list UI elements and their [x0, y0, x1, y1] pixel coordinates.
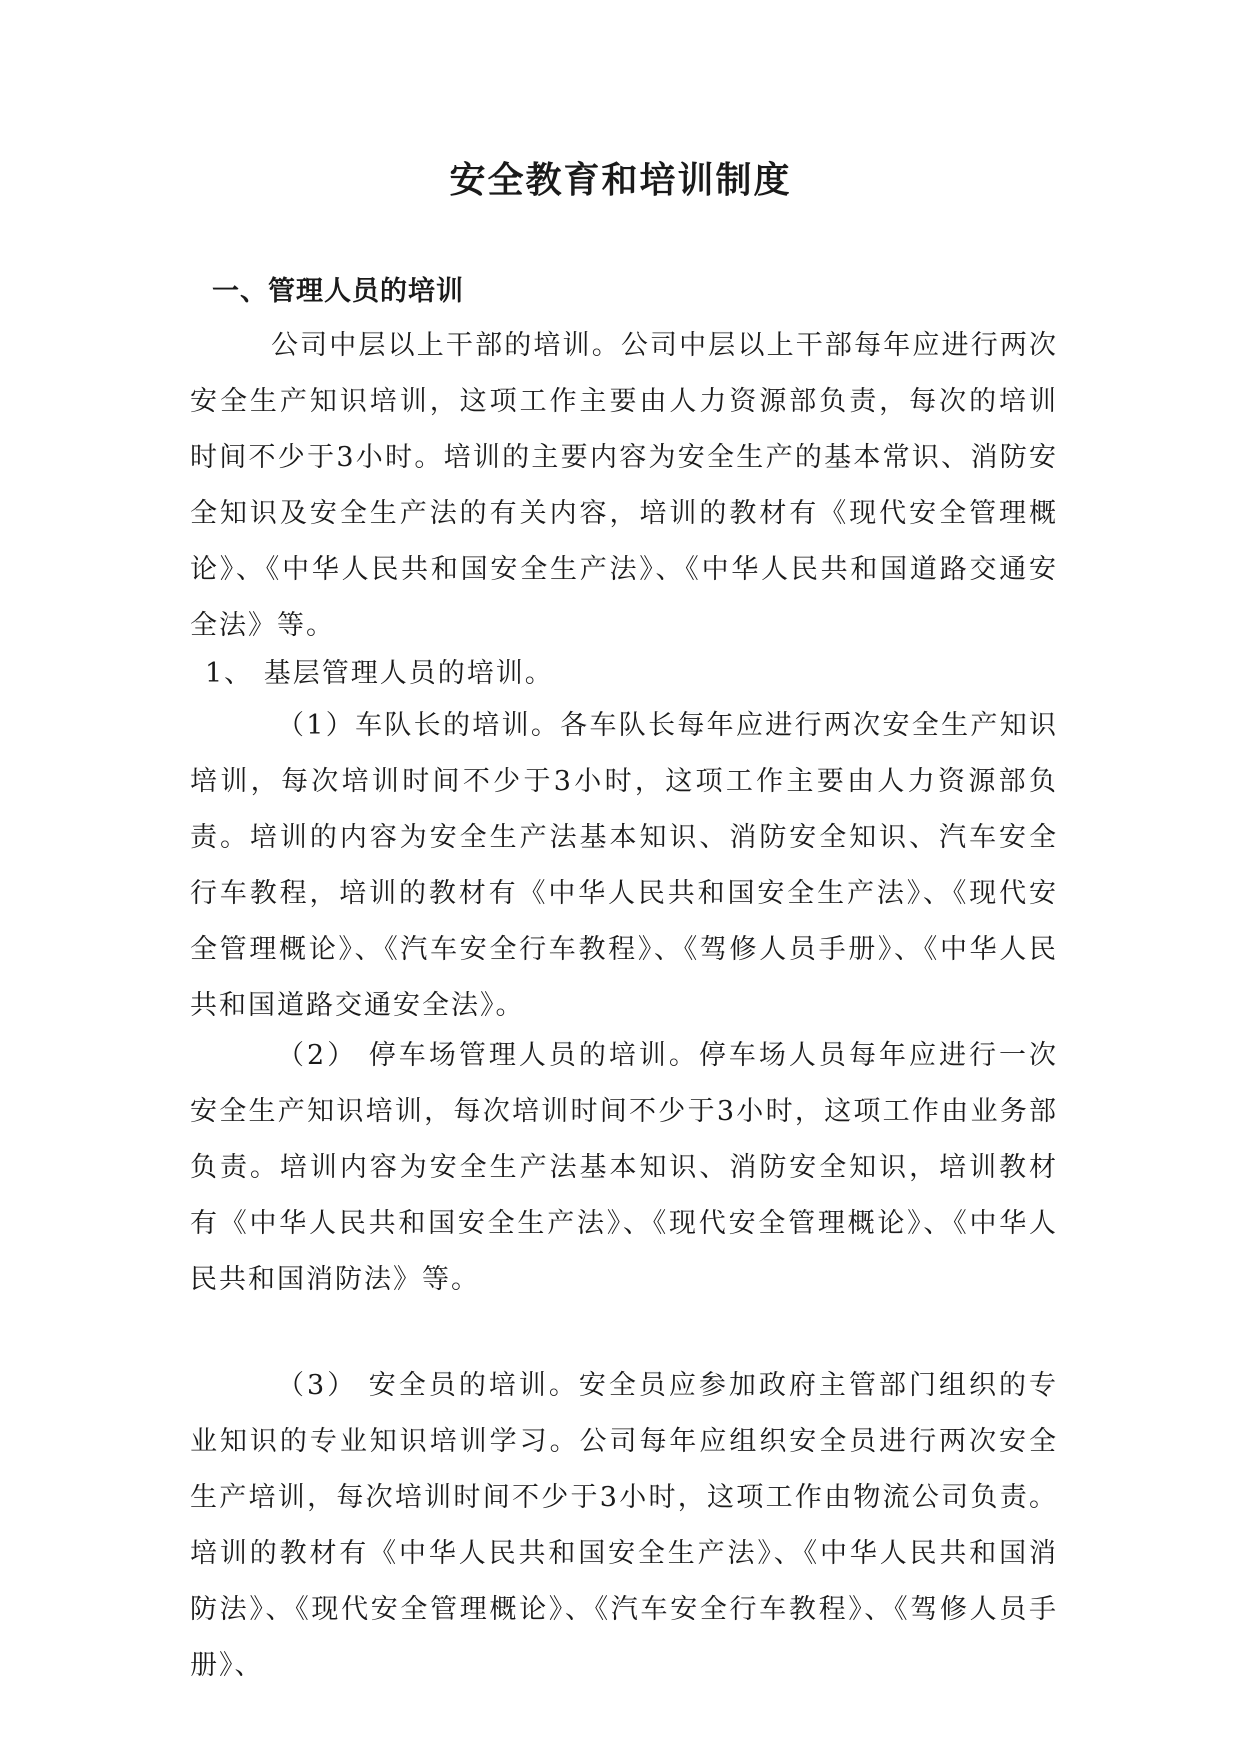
paragraph-parking-staff: （2） 停车场管理人员的培训。停车场人员每年应进行一次安全生产知识培训，每次培训时间不少于3小时，这项工作由业务部负责。培训内容为安全生产法基本知识、消防安全知识，培训教材有《中华人民共和国安全生产法》、《现代安全管理概论》、《中华人民共和国消防法》等。 [190, 1040, 1058, 1295]
paragraph-middle-management: 公司中层以上干部的培训。公司中层以上干部每年应进行两次安全生产知识培训，这项工作主要由人力资源部负责，每次的培训时间不少于3小时。培训的主要内容为安全生产的基本常识、消防安全知识及安全生产法的有关内容，培训的教材有《现代安全管理概论》、《中华人民共和国安全生产法》、《中华人民共和国道路交通安全法》等。 [190, 330, 1058, 641]
section-heading: 一、管理人员的培训 [212, 276, 464, 307]
paragraph-safety-officer: （3） 安全员的培训。安全员应参加政府主管部门组织的专业知识的专业知识培训学习。公司每年应组织安全员进行两次安全生产培训，每次培训时间不少于3小时，这项工作由物流公司负责。培训的教材有《中华人民共和国安全生产法》、《中华人民共和国消防法》、《现代安全管理概论》、《汽车安全行车教程》、《驾修人员手册》、 [190, 1370, 1058, 1681]
document-title: 安全教育和培训制度 [449, 159, 792, 201]
subheading-grassroots-managers: 1、 基层管理人员的培训。 [205, 658, 554, 689]
paragraph-fleet-leader: （1）车队长的培训。各车队长每年应进行两次安全生产知识培训，每次培训时间不少于3小时，这项工作主要由人力资源部负责。培训的内容为安全生产法基本知识、消防安全知识、汽车安全行车教程，培训的教材有《中华人民共和国安全生产法》、《现代安全管理概论》、《汽车安全行车教程》、《驾修人员手册》、《中华人民共和国道路交通安全法》。 [190, 710, 1058, 1021]
